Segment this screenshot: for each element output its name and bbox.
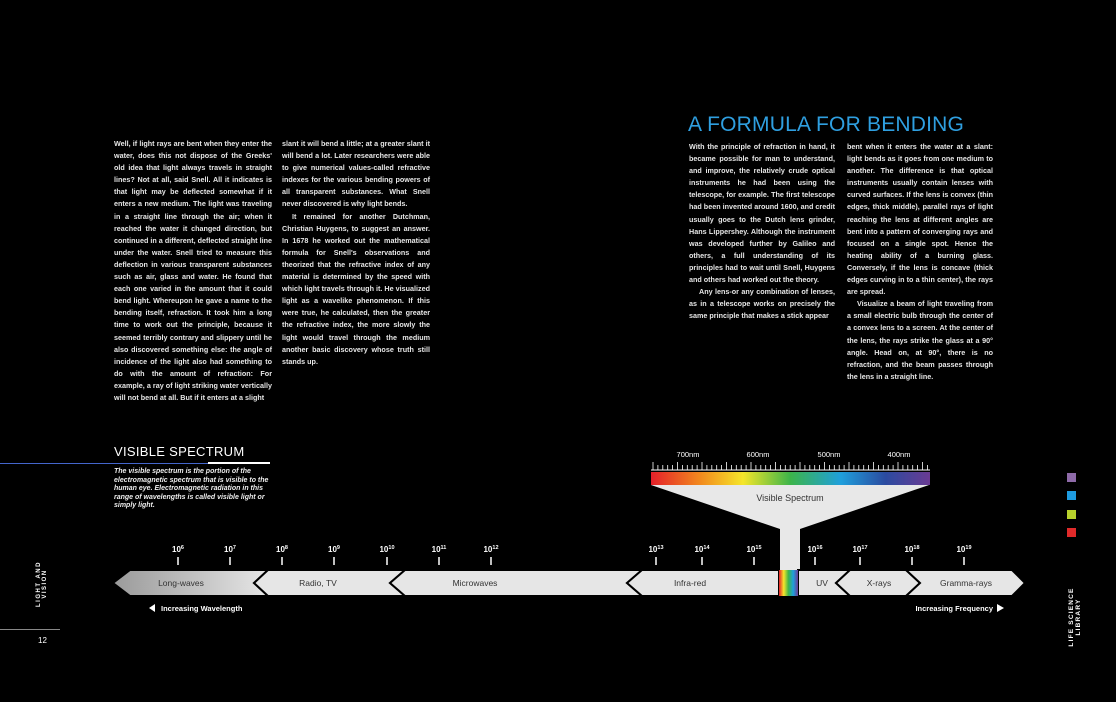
visible-band-strip xyxy=(779,570,798,596)
nm-label: 500nm xyxy=(817,450,841,459)
frequency-exponent-label: $10^{17}$ xyxy=(852,545,868,554)
frequency-exponent-label: $10^6$ xyxy=(172,545,184,554)
frequency-exponent-label: $10^{14}$ xyxy=(694,545,710,554)
band-label: X-rays xyxy=(866,578,892,588)
frequency-exponent-label: $10^{19}$ xyxy=(956,545,972,554)
band-shape xyxy=(390,570,642,596)
spectrum-title: VISIBLE SPECTRUM xyxy=(114,444,245,459)
frequency-exponent-label: $10^8$ xyxy=(276,545,288,554)
frequency-exponent-label: $10^{11}$ xyxy=(431,545,447,554)
article-paragraph: With the principle of refraction in hand, it became possible for man to understand, and improve, the relatively crude optical instruments he had been using the telescope, for example. The first telescope had been invented around 1600, and credit usually goes to the Dutch lens grinder, Hans Lippershey. Although the instrument was developed further by Galileo and others, a full understanding of its principles had to wait until Snell, Huygens and others had worked out the theory. xyxy=(689,142,835,285)
article-paragraph: slant it will bend a little; at a greater slant it will bend a lot. Later researchers were able to give numerical values-called refractive indexes for the various bending powers of all transparent substances. What Snell never discovered is why light bends. xyxy=(282,139,430,209)
spectrum-bands xyxy=(113,570,1025,596)
nm-label: 600nm xyxy=(746,450,770,459)
article-paragraph: bent when it enters the water at a slant: light bends as it goes from one medium to another. The difference is that optical instruments usually contain lenses with curved surfaces. If the lens is convex (thin edges, thick middle), parallel rays of light reaching the lens at different angles are bent into a pattern of converging rays and focused on a single spot. Hence the heating ability of a burning glass. Conversely, if the lens is concave (thick edges curving in to a thin center), the rays are spread. xyxy=(847,142,993,297)
wavelength-label: Increasing Wavelength xyxy=(161,604,243,613)
side-label-left: LIGHT AND VISION xyxy=(36,561,48,607)
nm-label: 700nm xyxy=(676,450,700,459)
nm-scale-ticks xyxy=(653,462,927,470)
band-label: Gramma-rays xyxy=(940,578,992,588)
article-paragraph: It remained for another Dutchman, Christian Huygens, to suggest an answer. In 1678 he worked out the mathematical formula for Snell's observations and theorized that the refractive index of any material is determined by the speed with which light travels through it. He visualized light as a wavelike phenomenon. If this were true, he calculated, then the greater the refractive index, the more slowly the light would travel through the medium another basic discovery whose truth still stands up. xyxy=(282,211,430,366)
frequency-label: Increasing Frequency xyxy=(915,604,993,613)
spectrum-caption: The visible spectrum is the portion of the electromagnetic spectrum that is visible to the human eye. Electromagnetic radiation in this range of wavelengths is called visible light or simply light. xyxy=(114,468,269,510)
article-paragraph: Well, if light rays are bent when they enter the water, does this not dispose of the Greeks' old idea that light always travels in straight lines? Not at all, said Snell. All it indicates is that light may be deflected somewhat if it enters a new medium. The light was traveling in a straight line through the air; when it reached the water it changed direction, but continued in a different, deflected straight line under the water. Snell tried to measure this deflection in various transparent substances such as air, glass and water. He found that each one varied in the amount that it could bend light. Whereupon he gave a name to the bending itself, refraction. It took him a long time to work out the principle, because it seemed terribly contrary and slippery until he also discovered something else: the angle of incidence of the light also had something to do with the amount of refraction: For example, a ray of light striking water vertically will not bend at all. But if it enters at a slight xyxy=(114,139,272,402)
article-paragraph: Any lens-or any combination of lenses, as in a telescope works on precisely the same principle that makes a stick appear xyxy=(689,287,835,321)
page-number: 12 xyxy=(38,636,47,645)
frequency-exponent-label: $10^{15}$ xyxy=(746,545,762,554)
frequency-exponent-label: $10^7$ xyxy=(224,545,236,554)
frequency-arrow-icon xyxy=(997,604,1004,612)
frequency-exponent-label: $10^{10}$ xyxy=(379,545,395,554)
wavelength-arrow-icon xyxy=(149,604,155,612)
band-label: Microwaves xyxy=(452,578,498,588)
visible-spectrum-bar xyxy=(651,472,930,485)
section-heading: A FORMULA FOR BENDING xyxy=(688,113,965,136)
frequency-exponent-label: $10^{18}$ xyxy=(904,545,920,554)
frequency-exponent-label: $10^{12}$ xyxy=(483,545,499,554)
frequency-exponent-label: $10^9$ xyxy=(328,545,340,554)
band-label: Radio, TV xyxy=(299,578,337,588)
band-label: Long-waves xyxy=(158,578,204,588)
frequency-exponent-label: $10^{16}$ xyxy=(807,545,823,554)
visible-spectrum-label: Visible Spectrum xyxy=(756,493,824,503)
frequency-exponent-label: $10^{13}$ xyxy=(648,545,664,554)
article-paragraph: Visualize a beam of light traveling from a small electric bulb through the center of a convex lens to a screen. At the center of the lens, the rays strike the glass at a 90° angle. Head on, at 90°, there is no refraction, and the beam passes through the lens in a straight line. xyxy=(847,299,993,381)
band-label: Infra-red xyxy=(673,578,707,588)
band-label: UV xyxy=(816,578,828,588)
nm-label: 400nm xyxy=(887,450,911,459)
